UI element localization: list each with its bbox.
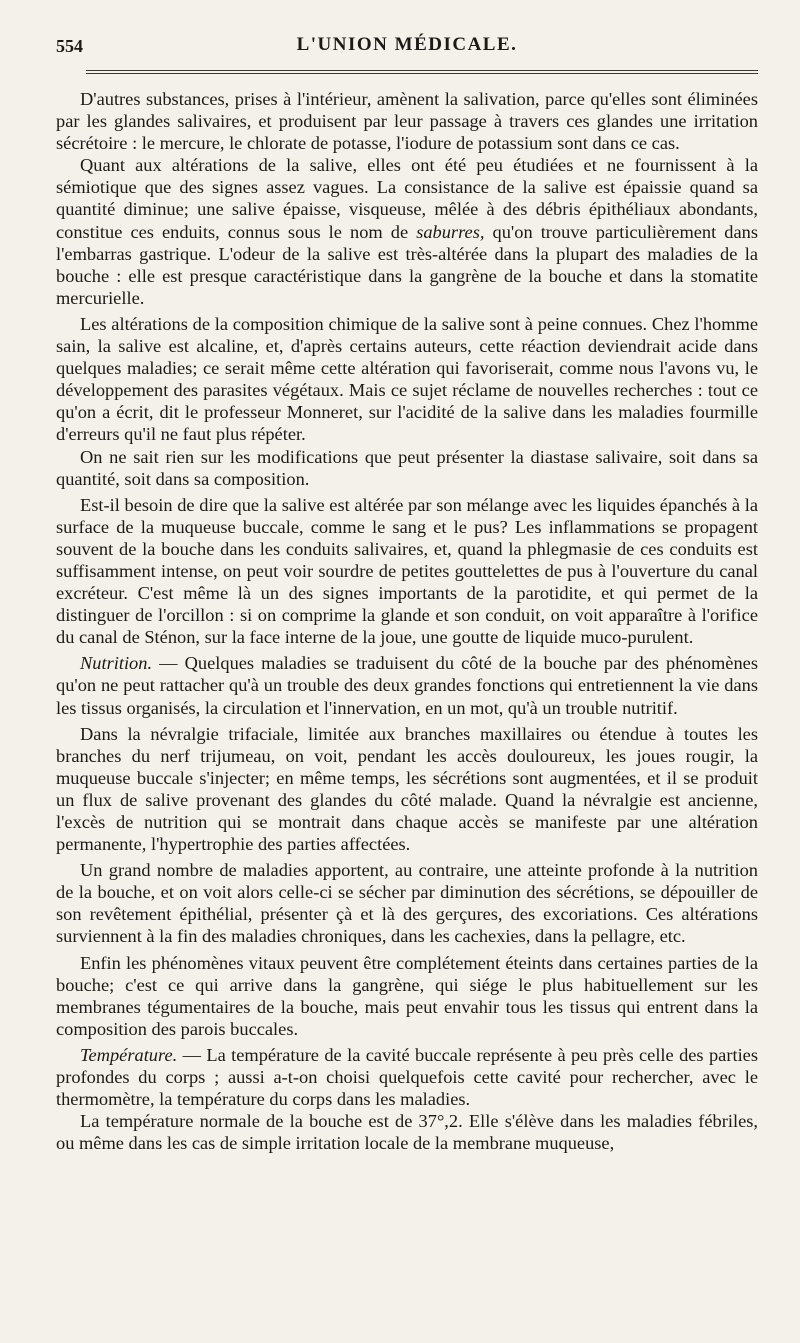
running-title: L'UNION MÉDICALE.	[296, 34, 518, 55]
paragraph: D'autres substances, prises à l'intérieur, amènent la salivation, parce qu'elles sont éliminées par les glandes salivaires, et produisent par leur passage à travers ces glandes une irritation sécrétoire : le mercure, le chlorate de potasse, l'iodure de potassium sont dans ce cas.	[56, 89, 758, 154]
paragraph: Température. — La température de la cavité buccale représente à peu près celle des parties profondes du corps ; aussi a-t-on choisi quelquefois cette cavité pour rechercher, avec le thermomètre, la température du corps dans les maladies.	[56, 1044, 758, 1110]
paragraph: Quant aux altérations de la salive, elles ont été peu étudiées et ne fournissent à la sémiotique que des signes assez vagues. La consistance de la salive est épaissie quand sa quantité diminue; une salive épaisse, visqueuse, mêlée à des débris épithéliaux abondants, constitue ces enduits, connus sous le nom de saburres, qu'on trouve particulièrement dans l'embarras gastrique. L'odeur de la salive est très-altérée dans la plupart des maladies de la bouche : elle est presque caractéristique dans la gangrène de la bouche et dans la stomatite mercurielle.	[56, 155, 758, 308]
section-title-temperature: Température.	[80, 1044, 178, 1065]
paragraph: Dans la névralgie trifaciale, limitée aux branches maxillaires ou étendue à toutes les branches du nerf trijumeau, on voit, pendant les accès douloureux, les joues rougir, la muqueuse buccale s'injecter; en même temps, les sécrétions sont augmentées, et il se produit un flux de salive provenant des glandes du côté malade. Quand la névralgie est ancienne, l'excès de nutrition qui se montrait dans chaque accès se manifeste par une altération permanente, l'hypertrophie des parties affectées.	[56, 723, 758, 855]
paragraph: On ne sait rien sur les modifications que peut présenter la diastase salivaire, soit dans sa quantité, soit dans sa composition.	[56, 446, 758, 489]
body-text	[56, 88, 758, 1154]
paragraph: Un grand nombre de maladies apportent, au contraire, une atteinte profonde à la nutrition de la bouche, et on voit alors celle-ci se sécher par diminution des sécrétions, se dépouiller de son revêtement épithélial, présenter çà et là des gerçures, des excoriations. Ces altérations surviennent à la fin des maladies chroniques, dans les cachexies, dans la pellagre, etc.	[56, 860, 758, 947]
page-header	[56, 30, 758, 64]
section-title-nutrition: Nutrition.	[80, 653, 153, 674]
paragraph: Est-il besoin de dire que la salive est altérée par son mélange avec les liquides épanchés à la surface de la muqueuse buccale, comme le sang et le pus? Les inflammations se propagent souvent de la bouche dans les conduits salivaires, et, quand la phlegmasie de ces conduits est suffisamment intense, on peut voir sourdre de petites gouttelettes de pus à l'ouverture du canal excréteur. C'est même là un des signes importants de la parotidite, et qui permet de la distinguer de l'orcillon : si on comprime la glande et son conduit, on voit apparaître à l'orifice du canal de Sténon, sur la face interne de la joue, une goutte de liquide muco-purulent.	[56, 494, 758, 648]
paragraph: Enfin les phénomènes vitaux peuvent être complétement éteints dans certaines parties de la bouche; c'est ce qui arrive dans la gangrène, qui siége le plus habituellement sur les membranes tégumentaires de la bouche, mais peut envahir tous les tissus qui entrent dans la composition des parois buccales.	[56, 952, 758, 1039]
paragraph: Nutrition. — Quelques maladies se traduisent du côté de la bouche par des phénomènes qu'on ne peut rattacher qu'à un trouble des deux grandes fonctions qui entretiennent la vie dans les tissus organisés, la circulation et l'innervation, en un mot, qu'à un trouble nutritif.	[56, 653, 758, 718]
page-number: 554	[56, 36, 83, 56]
emphasis-term: saburres,	[416, 221, 485, 242]
paragraph: La température normale de la bouche est de 37°,2. Elle s'élève dans les maladies fébriles, ou même dans les cas de simple irritation locale de la membrane muqueuse,	[56, 1111, 758, 1154]
paragraph: Les altérations de la composition chimique de la salive sont à peine connues. Chez l'homme sain, la salive est alcaline, et, d'après certains auteurs, cette réaction deviendrait acide dans quelques maladies; ce serait même cette altération qui favoriserait, comme nous l'avons vu, le développement des parasites végétaux. Mais ce sujet réclame de nouvelles recherches : tout ce qu'on a écrit, dit le professeur Monneret, sur l'acidité de la salive dans les maladies fourmille d'erreurs qu'il ne faut plus répéter.	[56, 313, 758, 445]
header-rule	[86, 70, 758, 74]
